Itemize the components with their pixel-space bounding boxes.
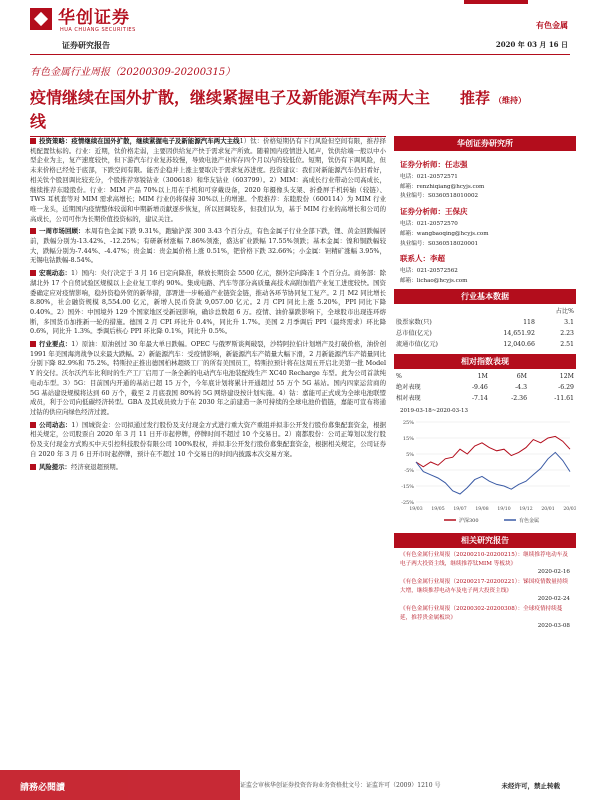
y-tick-label: -15%	[401, 483, 414, 490]
row-value: 14,651.92	[503, 330, 535, 338]
company-logo-icon	[30, 8, 52, 30]
industry-tag: 有色金属	[536, 20, 568, 30]
bullet-icon	[30, 464, 36, 470]
row-label: 总市值(亿元)	[396, 330, 432, 338]
table-row	[394, 328, 576, 339]
section-paragraph	[30, 137, 386, 224]
perf-col-6m: 6M	[516, 373, 528, 381]
report-header	[0, 0, 600, 58]
row-label: 绝对表现	[396, 384, 421, 392]
section-body: 1）国内：央行决定于 3 月 16 日定向降准，释放长期资金 5500 亿元，额外定向降准 1 个百分点。商务部：除湖北外 17 个自贸试验区规模以上企业复工率约 90%。集成电路、汽车等部分高质量高技术高附加值产业复工进度较快。国资委确定应对疫情影响，稳外资稳外贸的新举措，部署进一步畅通产业链资金链，推动各环节协同复工复产。2 月 M2 同比增长 8.80%，社会融资规模 8,554.00 亿元，新增人民币贷款 9,057.00 亿元。2 月 CPI 同比上涨 5.20%，PPI 同比下降 0.40%。2）国外：中国境外 129 个国家地区受新冠影响，确诊总数超 6 万。疫情、油价暴跌影响下，全球股市出现连环熔断，多国货币加推新一轮的措施。德国 2 月 CPI 环比升 0.4%，同比升 1.7%。美国 2 月季调后 PPI（最终需求）环比降 0.6%，同比升 1.3%。季调后核心 PPI 环比降 0.1%，同比升 0.5%。	[30, 269, 386, 336]
report-date: 2020 年 03 月 16 日	[495, 40, 568, 49]
line-chart	[394, 416, 576, 531]
sidebar	[394, 136, 576, 635]
row-label: 股票家数(只)	[396, 319, 432, 327]
row-value: -7.14	[471, 395, 488, 403]
section-paragraph	[30, 340, 386, 418]
row-value: -4.3	[515, 384, 528, 392]
analyst-1-cert: 执业编号：S0360518010002	[400, 193, 479, 200]
series-line-0	[416, 436, 570, 466]
analyst-1-phone: 电话：021-20572571	[400, 173, 458, 180]
related-report-date: 2020-02-16	[537, 569, 570, 576]
footer-banner-text: 請務必閱讀	[20, 783, 66, 793]
basic-data-table	[394, 307, 576, 350]
table-row	[394, 382, 576, 393]
report-type: 证券研究报告	[62, 40, 110, 50]
section-paragraph	[30, 463, 386, 473]
row-value: -11.61	[554, 395, 574, 403]
perf-unit: %	[396, 373, 402, 381]
basic-data-header: 行业基本数据	[394, 289, 576, 304]
row-pct: 2.23	[560, 330, 574, 338]
legend-label: 有色金属	[519, 517, 540, 524]
footer-license: 证监会审核华创证券投资咨询业务资格批文号：证监许可（2009）1210 号	[240, 782, 441, 789]
row-value: -9.46	[471, 384, 488, 392]
footer-copyright: 未经许可，禁止转载	[501, 782, 560, 790]
bullet-icon	[30, 138, 36, 144]
section-body: 1）原油：原油创过 30 年最大单日跌幅。OPEC 与俄罗斯谈判破裂，沙特阿拉伯计划增产及打破价格，油价创 1991 年美国海湾战争以来最大跌幅。2）新能源汽车：受疫情影响，新能源汽车产销量大幅下滑，2 月新能源汽车产销量同比分别下降 82.9%和 75.2%。特斯拉正推出德国柏林超级工厂的所有美国员工，特斯拉预计将在这周五开启北美第一批 Model Y 的交付。沃尔沃汽车比利时的生产工厂启用了一条全新的电动汽车电池装配线生产 XC40 Recharge 车型。此为公司首款纯电动车型。3）5G：目前国内开通的基站已超 15 万个，今年底计划将累计开通超过 55 万个 5G 基站。国内四家运营商的 5G 基站建设规模将达到 60 万个，截至 2 月底我国 80%的 5G 网络建设按计划实施。4）钴：嘉能可正式成为全球电池联盟成员，利于公司向低碳经济转型。GBA 及其成员致力于在 2030 年之前建造一条可持续的全球电池价值链，嘉能可宣布将通过钴的供应向绿色经济过渡。	[30, 340, 386, 416]
chart-title: 2019-03-18~2020-03-13	[400, 408, 469, 415]
row-pct: 3.1	[564, 319, 574, 327]
x-tick-label: 19/05	[431, 506, 445, 512]
footer-banner	[0, 770, 240, 800]
row-value: 12,040.66	[503, 341, 535, 349]
header-accent-tab	[464, 0, 528, 4]
y-tick-label: -5%	[404, 467, 414, 474]
section-body: 1）钛：价格短期仍有下行风险但空间有限，推荐择机配置钛标的。行业：近期，钛价格走弱，主要因供给复产快于需求复产所致。随着国内疫情进入尾声，钛供给端一般以中小型企业为主，复产速度较快，但下游汽车行业复苏较慢，导致电池产业库存四个月以内的较低位。短期，钛仍有下调风险，但未来价格已经处于底部，下跌空间有限。能否企稳并上涨主要取决于需求复苏进度。投资建议：我们对新能源汽车仍旧看好，相关钛个股回调比较充分，个股推荐寒锐钴业（300618）和华友钴业（603799）。2）MIM：高成长行业带动公司高成长，继续推荐东睦股份。行业：MIM 产品 70%以上用在手机和可穿戴设备，2020 年摄像头支架、折叠屏手机转轴（较链）、TWS 耳机套等对 MIM 需求高增长；MIM 行业仍将保持 30%以上的增速。个股推荐：东睦股份（600114）为 MIM 行业唯一龙头，近期国内疫情整体较弱和中期新增贡献逐步恢复，所以回调较多，但我们认为，基于 MIM 行业的高增长和公司的高成长，公司可作为长期价值投资标的，建议关注。	[30, 137, 386, 223]
table-row	[394, 317, 576, 328]
bullet-icon	[30, 422, 36, 428]
section-lead: 公司动态：	[39, 420, 72, 429]
analyst-2-phone: 电话：021-20572570	[400, 220, 458, 227]
rating-sub: （维持）	[494, 96, 527, 105]
bullet-icon	[30, 341, 36, 347]
analyst-2-cert: 执业编号：S0360518020001	[400, 240, 479, 247]
legend-label: 沪深300	[459, 517, 479, 524]
x-tick-label: 19/12	[519, 506, 533, 512]
related-report-link[interactable]: 《有色金属行业周报（20200302-20200308）：全球疫情持续蔓延，推荐贵金属板块》	[400, 606, 563, 621]
x-tick-label: 20/01	[541, 506, 555, 512]
performance-chart	[394, 408, 576, 533]
header-divider	[30, 54, 570, 55]
analyst-1-email[interactable]: 邮箱：renzhiqiang@hcyjs.com	[400, 183, 485, 190]
section-body: 1）国城资金：公司拟通过发行股份及支付现金方式进行重大资产重组并拟非公开发行股份募集配套资金，根据相关规定，公司股票自 2020 年 3 月 11 日开市起停牌，停牌时间不超过 10 个交易日。2）南都股份：公司正筹划以发行股份及支付现金方式购买中天引控科技股份有限公司 100%股权，并拟非公开发行股份募集配套资金，根据相关规定，公司证券自 2020 年 3 月 6 日开市时起停牌，预计在不超过 10 个交易日的时间内披露本次交易方案。	[30, 420, 386, 458]
row-pct: 2.51	[560, 341, 574, 349]
bullet-icon	[30, 228, 36, 234]
section-body: 经济衰退超预期。	[70, 462, 123, 471]
section-lead: 投资策略：疫情继续在国外扩散，继续紧握电子及新能源汽车两大主线	[39, 137, 240, 145]
row-value: -2.36	[511, 395, 528, 403]
section-lead: 行业要点：	[39, 340, 72, 349]
row-value: 118	[523, 319, 535, 327]
table-row	[394, 393, 576, 404]
table-row	[394, 339, 576, 350]
section-paragraph	[30, 269, 386, 337]
analyst-info	[394, 151, 576, 289]
rating	[460, 88, 526, 108]
analyst-1-role: 证券分析师：任志强	[400, 160, 468, 169]
company-name: 华创证券	[58, 8, 130, 28]
report-title: 疫情继续在国外扩散，继续紧握电子及新能源汽车两大主线	[30, 88, 431, 131]
related-header: 相关研究报告	[394, 533, 576, 548]
basic-data-col-header: 占比%	[555, 307, 574, 315]
section-body: 本周有色金属下跌 9.31%，跑输沪深 300 3.43 个百分点，有色金属子行业全部下跌，锂、黄金回跌幅居前，跌幅分别为-13.42%、-12.25%；有研新材涨幅 7.86%领涨，盛达矿业跌幅 17.55%领跌；基本金属：镍和铜跌幅较大，跌幅分别为-7.44%、-4.47%；贵金属：贵金属价格上涨 0.51%，钯价格下跌 32.66%；小金属：钽精矿涨幅 3.95%，无锡电钴跌幅-8.54%。	[30, 227, 386, 265]
x-tick-label: 19/03	[409, 506, 423, 512]
institute-header: 华创证券研究所	[394, 136, 576, 151]
y-tick-label: 15%	[402, 435, 414, 442]
row-value: -6.29	[558, 384, 574, 392]
y-tick-label: 25%	[402, 419, 414, 426]
related-report-link[interactable]: 《有色金属行业周报（20200217-20200221）：锑国疫情数量持续大增，继续推荐电动车及电子两大投资主线》	[400, 579, 568, 594]
performance-table	[394, 372, 576, 404]
x-tick-label: 19/10	[497, 506, 511, 512]
contact-email[interactable]: 邮箱：lichao@hcyjs.com	[400, 277, 468, 284]
company-name-en: HUA CHUANG SECURITIES	[60, 27, 136, 33]
section-list	[30, 137, 386, 472]
contact-role: 联系人：李超	[400, 254, 445, 264]
performance-header: 相对指数表现	[394, 354, 576, 369]
x-tick-label: 19/07	[453, 506, 467, 512]
y-tick-label: -25%	[401, 499, 414, 506]
section-lead: 宏观动态：	[39, 269, 71, 278]
rating-label: 推荐	[460, 89, 491, 107]
row-label: 相对表现	[396, 395, 421, 403]
related-report-date: 2020-02-24	[537, 595, 570, 602]
bullet-icon	[30, 270, 36, 276]
analyst-2-email[interactable]: 邮箱：wangbaoqing@hcyjs.com	[400, 230, 489, 237]
related-report-date: 2020-03-08	[537, 622, 570, 629]
perf-col-1m: 1M	[477, 373, 488, 381]
x-tick-label: 20/03	[563, 506, 576, 512]
section-lead: 风险提示：	[39, 462, 71, 471]
main-content	[30, 136, 386, 776]
section-paragraph	[30, 421, 386, 460]
perf-col-12m: 12M	[559, 373, 574, 381]
row-label: 流通市值(亿元)	[396, 341, 438, 349]
section-lead: 一周市场回顾：	[39, 227, 85, 236]
analyst-2-role: 证券分析师：王保庆	[400, 207, 468, 217]
contact-phone: 电话：021-20572562	[400, 268, 458, 275]
related-reports	[394, 548, 576, 635]
series-line-1	[416, 452, 570, 494]
related-report-link[interactable]: 《有色金属行业周报（20200210-20200215）：继续推荐电动车及电子两大投资主线，继续推荐钛MIM 等板块》	[400, 552, 568, 567]
x-tick-label: 19/08	[475, 506, 489, 512]
section-paragraph	[30, 227, 386, 266]
y-tick-label: 5%	[406, 451, 414, 458]
report-subtitle: 有色金属行业周报（20200309-20200315）	[30, 67, 236, 78]
